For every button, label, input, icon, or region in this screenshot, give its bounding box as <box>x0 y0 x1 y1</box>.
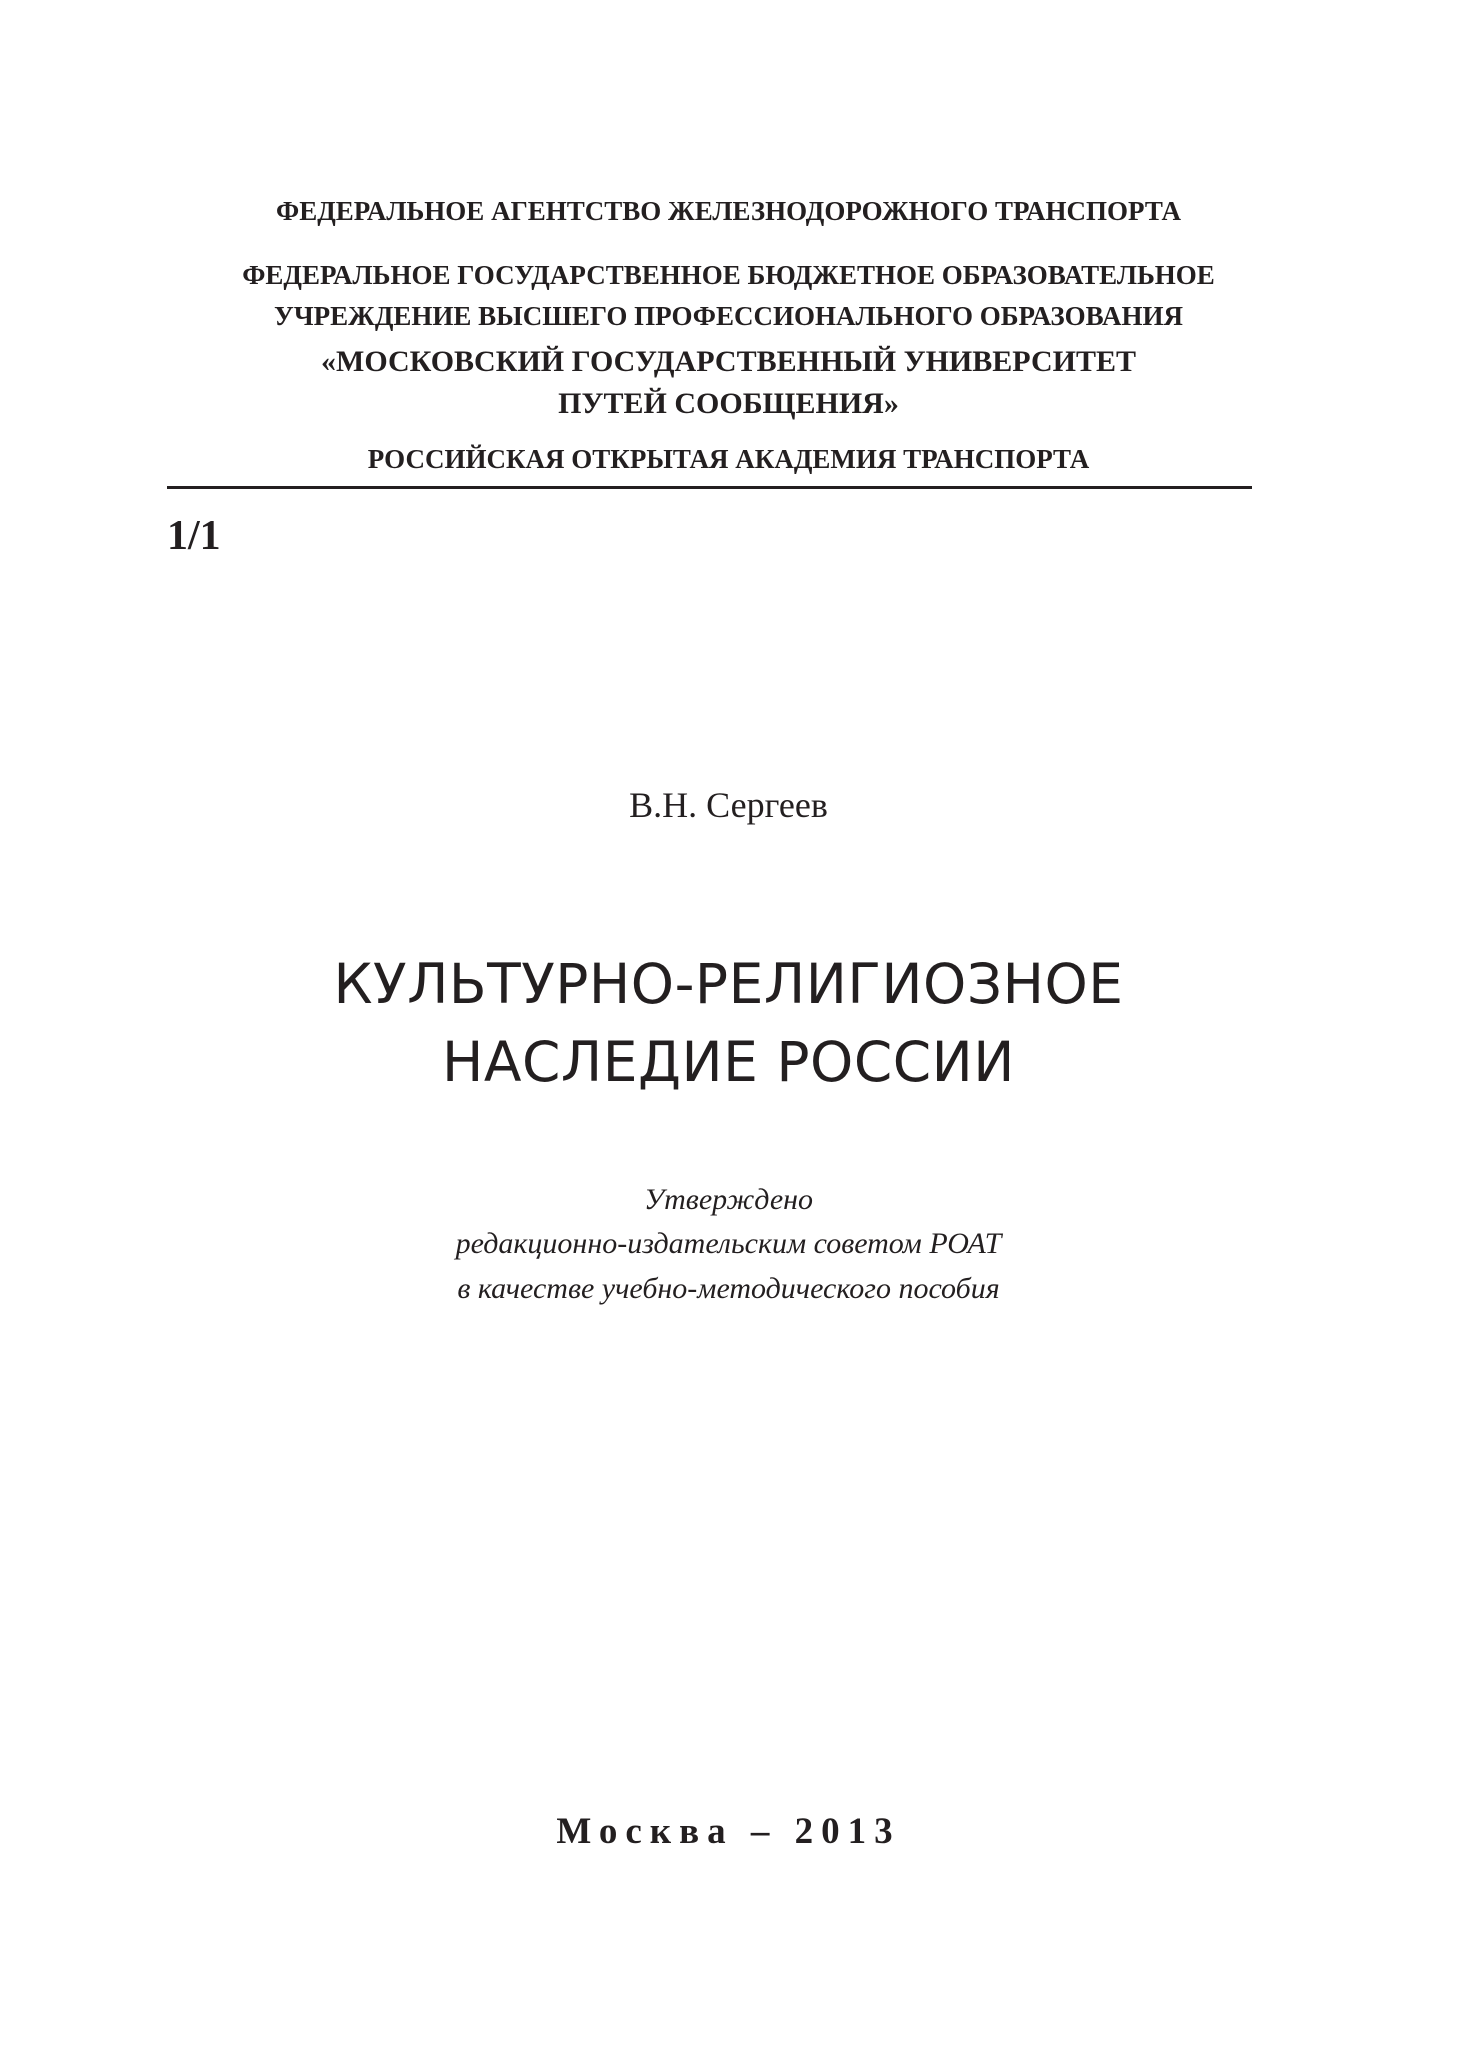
university-name-line2: ПУТЕЙ СООБЩЕНИЯ» <box>558 387 899 420</box>
approval-line2: редакционно-издательским советом РОАТ <box>455 1227 1002 1260</box>
imprint-city-year: Москва – 2013 <box>556 1811 901 1852</box>
header-divider <box>167 486 1252 489</box>
book-title-line2: НАСЛЕДИЕ РОССИИ <box>442 1030 1015 1094</box>
catalog-code: 1/1 <box>167 513 221 559</box>
author-name: В.Н. Сергеев <box>629 785 828 825</box>
institution-name-line1: ФЕДЕРАЛЬНОЕ ГОСУДАРСТВЕННОЕ БЮДЖЕТНОЕ ОБРАЗОВАТЕЛЬНОЕ <box>242 260 1215 290</box>
institution-name-line2: УЧРЕЖДЕНИЕ ВЫСШЕГО ПРОФЕССИОНАЛЬНОГО ОБРАЗОВАНИЯ <box>274 301 1183 331</box>
book-title-line1: КУЛЬТУРНО-РЕЛИГИОЗНОЕ <box>333 952 1124 1016</box>
university-name-line1: «МОСКОВСКИЙ ГОСУДАРСТВЕННЫЙ УНИВЕРСИТЕТ <box>321 345 1136 378</box>
academy-name: РОССИЙСКАЯ ОТКРЫТАЯ АКАДЕМИЯ ТРАНСПОРТА <box>367 444 1090 474</box>
approval-line1: Утверждено <box>643 1183 814 1216</box>
approval-line3: в качестве учебно-методического пособия <box>457 1272 1000 1305</box>
agency-name: ФЕДЕРАЛЬНОЕ АГЕНТСТВО ЖЕЛЕЗНОДОРОЖНОГО ТРАНСПОРТА <box>276 196 1181 226</box>
